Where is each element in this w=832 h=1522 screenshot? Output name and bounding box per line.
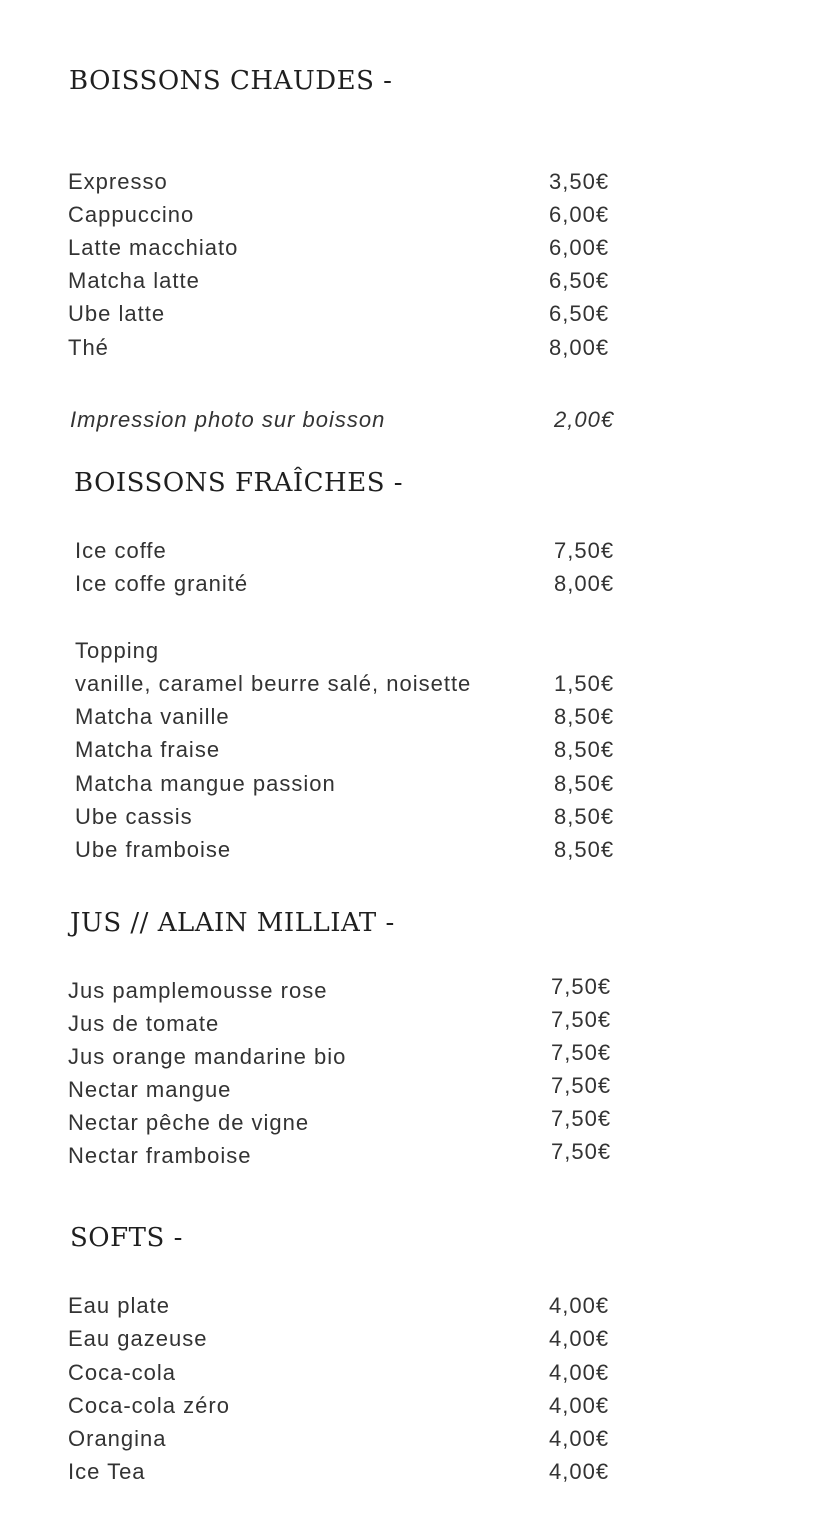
item-name: vanille, caramel beurre salé, noisette — [75, 671, 472, 696]
item-name: Ice Tea — [68, 1459, 146, 1484]
menu-item — [68, 1106, 628, 1139]
item-price: 7,50€ — [551, 1073, 612, 1098]
menu-item — [75, 800, 635, 833]
item-price: 8,50€ — [554, 771, 615, 796]
item-name: Nectar framboise — [68, 1143, 252, 1168]
menu-item — [68, 231, 628, 264]
item-price: 4,00€ — [549, 1426, 610, 1451]
item-name: Ube framboise — [75, 837, 232, 862]
item-price: 4,00€ — [549, 1360, 610, 1385]
item-price: 6,00€ — [549, 235, 610, 260]
section-title-softs: SOFTS - — [70, 1223, 183, 1253]
item-name: Coca-cola — [68, 1360, 177, 1385]
menu-item — [75, 767, 635, 800]
section-title-boissons-fraiches: BOISSONS FRAÎCHES - — [74, 468, 404, 498]
item-name: Jus de tomate — [68, 1011, 220, 1036]
menu-item — [68, 1289, 628, 1322]
item-price: 8,50€ — [554, 737, 615, 762]
item-price: 8,50€ — [554, 804, 615, 829]
menu-item — [68, 297, 628, 330]
item-name: Ube cassis — [75, 804, 193, 829]
item-price: 7,50€ — [551, 1139, 612, 1164]
item-price: 4,00€ — [549, 1293, 610, 1318]
menu-item — [68, 264, 628, 297]
item-price: 1,50€ — [554, 671, 615, 696]
item-name: Eau gazeuse — [68, 1326, 208, 1351]
menu-item — [68, 1389, 628, 1422]
item-name: Matcha latte — [68, 268, 200, 293]
item-name: Ice coffe granité — [75, 571, 249, 596]
item-name: Matcha vanille — [75, 704, 230, 729]
section-title-jus: JUS // ALAIN MILLIAT - — [70, 908, 395, 938]
item-price: 8,00€ — [554, 571, 615, 596]
item-name: Coca-cola zéro — [68, 1393, 230, 1418]
menu-item-extra — [70, 403, 630, 436]
menu-item — [75, 833, 635, 866]
menu-item — [75, 700, 635, 733]
item-name: Thé — [68, 335, 109, 360]
menu-item — [75, 534, 635, 567]
menu-item — [68, 1422, 628, 1455]
menu-item — [68, 1322, 628, 1355]
item-name: Orangina — [68, 1426, 167, 1451]
item-name: Jus pamplemousse rose — [68, 978, 328, 1003]
item-name: Nectar pêche de vigne — [68, 1110, 310, 1135]
item-price: 6,50€ — [549, 301, 610, 326]
item-name: Latte macchiato — [68, 235, 239, 260]
item-price: 8,50€ — [554, 837, 615, 862]
item-price: 7,50€ — [551, 1007, 612, 1032]
menu-item — [68, 165, 628, 198]
topping-label — [75, 634, 635, 667]
menu-item — [75, 733, 635, 766]
item-price: 6,00€ — [549, 202, 610, 227]
section-title-boissons-chaudes: BOISSONS CHAUDES - — [69, 66, 393, 96]
item-name: Ube latte — [68, 301, 166, 326]
item-price: 7,50€ — [551, 974, 612, 999]
menu-item — [68, 1455, 628, 1488]
item-price: 7,50€ — [551, 1106, 612, 1131]
item-price: 8,50€ — [554, 704, 615, 729]
item-price: 6,50€ — [549, 268, 610, 293]
menu-item — [68, 198, 628, 231]
item-price: 7,50€ — [551, 1040, 612, 1065]
menu-item — [68, 1139, 628, 1172]
item-price: 4,00€ — [549, 1326, 610, 1351]
item-name: Nectar mangue — [68, 1077, 232, 1102]
item-price: 2,00€ — [554, 407, 615, 432]
item-price: 3,50€ — [549, 169, 610, 194]
item-name: Impression photo sur boisson — [70, 407, 386, 432]
item-name: Jus orange mandarine bio — [68, 1044, 347, 1069]
item-price: 4,00€ — [549, 1393, 610, 1418]
menu-item — [68, 1040, 628, 1073]
menu-item — [68, 974, 628, 1007]
item-price: 7,50€ — [554, 538, 615, 563]
menu-item — [68, 1073, 628, 1106]
menu-item — [68, 1356, 628, 1389]
item-price: 8,00€ — [549, 335, 610, 360]
item-name: Matcha mangue passion — [75, 771, 336, 796]
item-price: 4,00€ — [549, 1459, 610, 1484]
item-name: Topping — [75, 638, 160, 663]
item-name: Ice coffe — [75, 538, 167, 563]
item-name: Cappuccino — [68, 202, 195, 227]
menu-item — [75, 567, 635, 600]
menu-item — [68, 1007, 628, 1040]
item-name: Eau plate — [68, 1293, 170, 1318]
item-name: Matcha fraise — [75, 737, 221, 762]
item-name: Expresso — [68, 169, 168, 194]
menu-item — [68, 331, 628, 364]
menu-item — [75, 667, 635, 700]
